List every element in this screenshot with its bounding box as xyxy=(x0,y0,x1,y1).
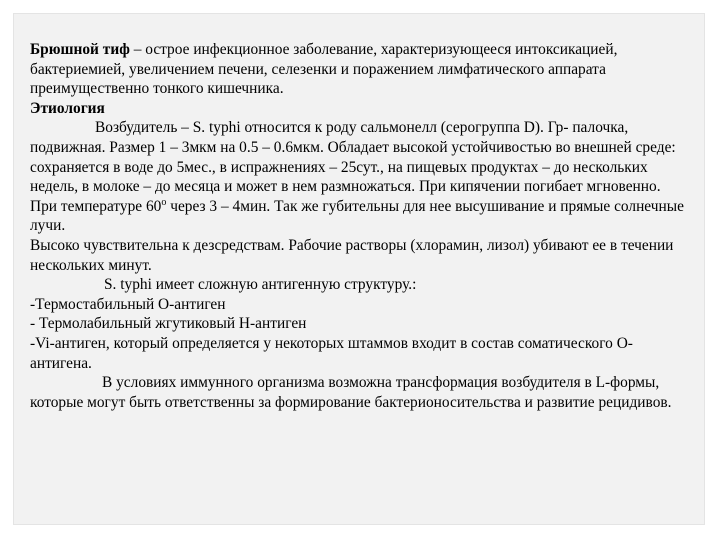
disinfectant-paragraph: Высоко чувствительна к дезсредствам. Рабочие растворы (хлорамин, лизол) убивают ее в течении нескольких минут. xyxy=(30,236,674,274)
degree-mark: о xyxy=(161,196,167,208)
antigen-item: -Термостабильный О-антиген xyxy=(30,295,226,313)
disease-title: Брюшной тиф xyxy=(30,41,130,58)
pathogen-text-end: через 3 – 4мин. Так же губительны для нее высушивание и прямые солнечные лучи. xyxy=(30,197,684,235)
pathogen-text: Возбудитель – S. typhi относится к роду сальмонелл (серогруппа D). Гр- палочка, подвижная. Размер 1 – 3мкм на 0.5 – 0.6мкм. Обладает высокой устойчивостью во внешней среде: сохраняется в воде до 5мес., в испражнениях – 25сут., на пищевых продуктах – до нескольких недель, в молоке – до месяца и может в нем размножаться. При кипячении погибает мгновенно. При температуре 60 xyxy=(30,119,676,215)
antigen-item: -Vi-антиген, который определяется у некоторых штаммов входит в состав соматического О-антигена. xyxy=(30,334,633,372)
closing-paragraph: В условиях иммунного организма возможна трансформация возбудителя в L-формы, которые могут быть ответственны за формирование бактерионосительства и развитие рецидивов. xyxy=(30,374,672,411)
intro-paragraph xyxy=(30,40,690,99)
slide-page xyxy=(14,14,704,524)
etiology-heading: Этиология xyxy=(30,99,105,117)
pathogen-paragraph xyxy=(30,118,690,236)
antigen-item: - Термолабильный жгутиковый Н-антиген xyxy=(30,315,307,333)
document-body xyxy=(30,40,690,412)
intro-text: – острое инфекционное заболевание, характеризующееся интоксикацией, бактериемией, увеличением печени, селезенки и поражением лимфатического аппарата преимущественно тонкого кишечника. xyxy=(30,41,618,98)
antigen-intro: S. typhi имеет сложную антигенную структуру.: xyxy=(104,276,417,294)
